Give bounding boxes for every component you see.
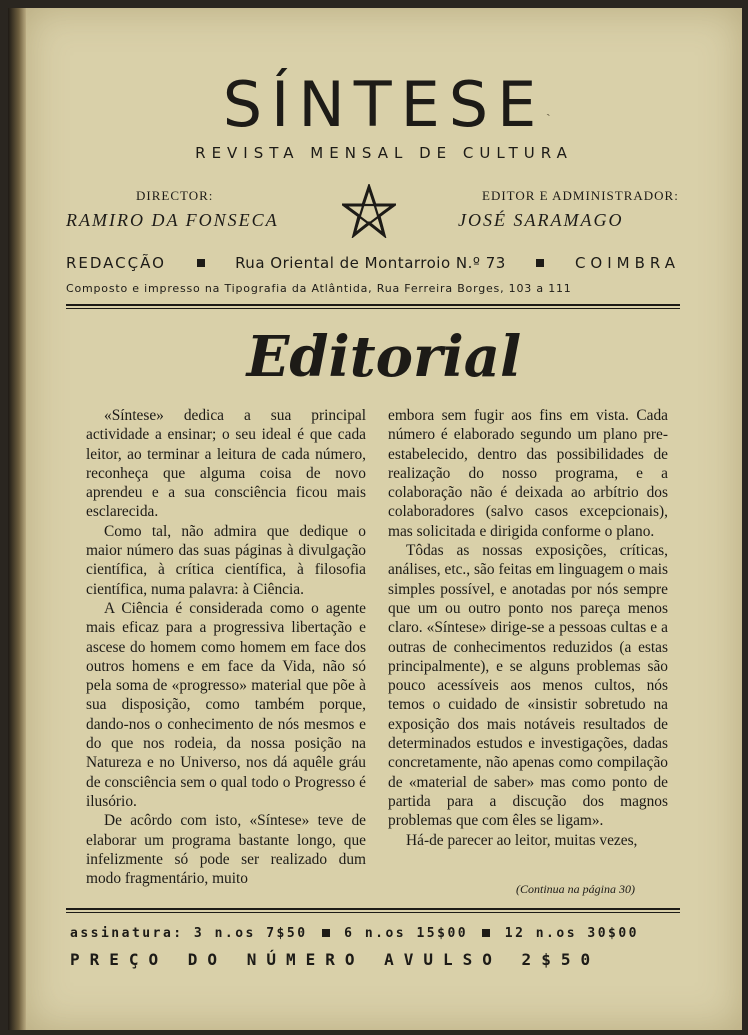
continued-note: (Continua na página 30) — [516, 882, 635, 896]
article-paragraph: Como tal, não admira que dedique o maior número das suas páginas à divulgação científica, à crítica científica, à filosofia científica, numa palavra: à Ciência. — [86, 522, 366, 598]
separator-square-icon — [536, 259, 544, 267]
separator-square-icon — [197, 259, 205, 267]
article-paragraph: A Ciência é considerada como o agente mais eficaz para a progressiva libertação e ascese do homem como homem em face dos outros homens e em face da Vida, não só pela soma de «progresso» material que põe à sua disposição, como também porque, dando-nos o conhecimento de nós mesmos e do que nos rodeia, da nossa posição na Natureza e no Universo, nos dá aquêle gráu de consciência sem o qual todo o Progresso é ilusório. — [86, 599, 366, 810]
article-column-right — [388, 406, 668, 850]
article-column-left — [86, 406, 366, 888]
editor-label: EDITOR E ADMINISTRADOR: — [482, 188, 679, 203]
address-city: COIMBRA — [574, 254, 680, 272]
subscription-item: 3 n.os 7$50 — [193, 926, 308, 941]
address-line — [66, 254, 680, 272]
divider-bottom-thin — [66, 912, 680, 913]
article-paragraph: «Síntese» dedica a sua principal actividade a ensinar; o seu ideal é que cada leitor, ao terminar a leitura de cada número, reconheça que alguma coisa de novo aprendeu e a sua consciência ficou mais esclarecida. — [86, 407, 366, 521]
editorial-heading: Editorial — [246, 324, 522, 390]
subscription-label: assinatura: — [70, 926, 184, 941]
director-label: DIRECTOR: — [136, 188, 214, 203]
divider-top — [66, 304, 680, 306]
separator-square-icon — [482, 929, 490, 937]
magazine-page — [26, 8, 742, 1030]
magazine-title: SÍNTESE — [222, 68, 546, 141]
ink-mark: ˎ — [546, 102, 551, 117]
subscription-item: 12 n.os 30$00 — [504, 926, 639, 941]
editor-name: JOSÉ SARAMAGO — [458, 210, 624, 230]
magazine-subtitle: REVISTA MENSAL DE CULTURA — [195, 144, 573, 162]
address-street: Rua Oriental de Montarroio N.º 73 — [235, 254, 506, 272]
subscription-line — [70, 926, 680, 941]
article-paragraph: Há-de parecer ao leitor, muitas vezes, — [406, 831, 638, 849]
printer-line: Composto e impresso na Tipografia da Atlântida, Rua Ferreira Borges, 103 a 111 — [66, 282, 572, 295]
article-paragraph: Tôdas as nossas exposições, críticas, análises, etc., são feitas em linguagem o mais simples possível, e anotadas por nós sempre que um ou outro ponto nos pareça menos claro. «Síntese» dirige-se a pessoas cultas e a outras de conhecimentos reduzidos (a estas principalmente), e se alguns problemas são pouco acessíveis aos menos cultos, nós temos o cuidado de «insistir sobretudo na exposição dos mais notáveis resultados de determinados estudos e investigações, dadas concretamente, não apenas como compilação de «material de saber» mas como ponto de partida para a discução dos magnos problemas que com êles se ligam». — [388, 542, 668, 830]
divider-top-thin — [66, 308, 680, 309]
star-icon — [342, 184, 396, 238]
divider-bottom — [66, 908, 680, 910]
subscription-item: 6 n.os 15$00 — [344, 926, 469, 941]
address-redaccao: REDACÇÃO — [66, 254, 166, 272]
article-paragraph: De acôrdo com isto, «Síntese» teve de elaborar um programa bastante longo, que infelizmente só pode ser realizado dum modo fragmentário, muito — [86, 812, 366, 888]
article-paragraph: embora sem fugir aos fins em vista. Cada número é elaborado segundo um plano pre-estabelecido, dentro das possibilidades de realização do nosso programa, e a colaboração não é deixada ao arbítrio dos colaboradores (salvo casos excepcionais), mas solicitada e dirigida conforme o plano. — [388, 407, 668, 540]
director-name: RAMIRO DA FONSECA — [66, 210, 279, 230]
single-issue-price: PREÇO DO NÚMERO AVULSO 2$50 — [70, 950, 601, 969]
separator-square-icon — [322, 929, 330, 937]
